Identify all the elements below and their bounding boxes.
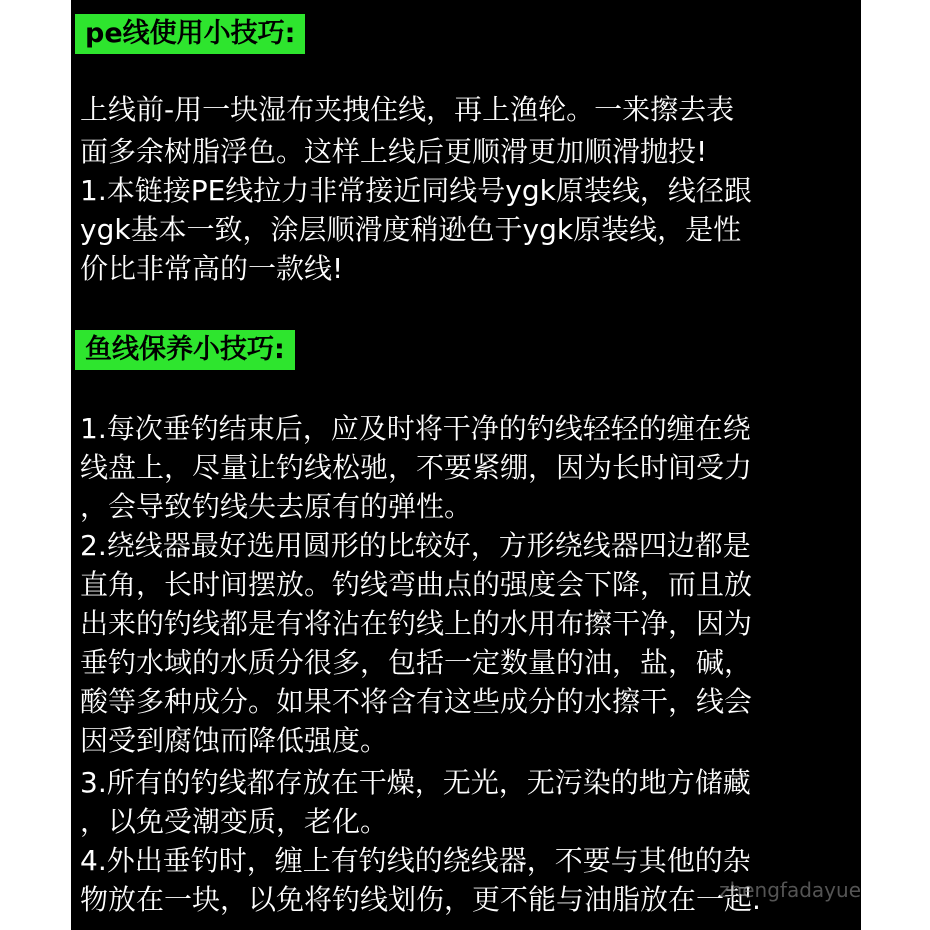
text-line: ，会导致钓线失去原有的弹性。 (80, 490, 473, 523)
text-line: 4.外出垂钓时，缠上有钓线的绕线器，不要与其他的杂 (80, 844, 751, 877)
text-line: 3.所有的钓线都存放在干燥，无光，无污染的地方储藏 (80, 766, 751, 799)
section-heading-line-care: 鱼线保养小技巧: (75, 330, 295, 370)
text-line: 2.绕线器最好选用圆形的比较好，方形绕线器四边都是 (80, 529, 751, 562)
text-line: 直角，长时间摆放。钓线弯曲点的强度会下降，而且放 (80, 568, 753, 601)
text-line: 1.每次垂钓结束后，应及时将干净的钓线轻轻的缠在绕 (80, 412, 751, 445)
text-line: 上线前-用一块湿布夹拽住线，再上渔轮。一来擦去表 (80, 93, 735, 126)
text-line: ，以免受潮变质，老化。 (80, 805, 389, 838)
text-line: 酸等多种成分。如果不将含有这些成分的水擦干，线会 (80, 685, 753, 718)
text-line: 价比非常高的一款线! (80, 252, 344, 285)
section-heading-pe-tips: pe线使用小技巧: (75, 14, 305, 54)
document-panel (71, 0, 861, 930)
text-line: 1.本链接PE线拉力非常接近同线号ygk原装线，线径跟 (80, 174, 752, 207)
watermark: zhengfadayue (719, 878, 861, 902)
text-line: 线盘上，尽量让钓线松驰，不要紧绷，因为长时间受力 (80, 451, 753, 484)
text-line: 垂钓水域的水质分很多，包括一定数量的油，盐，碱， (80, 646, 753, 679)
text-line: 因受到腐蚀而降低强度。 (80, 724, 389, 757)
text-line: 面多余树脂浮色。这样上线后更顺滑更加顺滑抛投! (80, 135, 708, 168)
text-line: 物放在一块，以免将钓线划伤，更不能与油脂放在一起. (80, 883, 761, 916)
text-line: 出来的钓线都是有将沾在钓线上的水用布擦干净，因为 (80, 607, 753, 640)
text-line: ygk基本一致，涂层顺滑度稍逊色于ygk原装线，是性 (80, 213, 742, 246)
